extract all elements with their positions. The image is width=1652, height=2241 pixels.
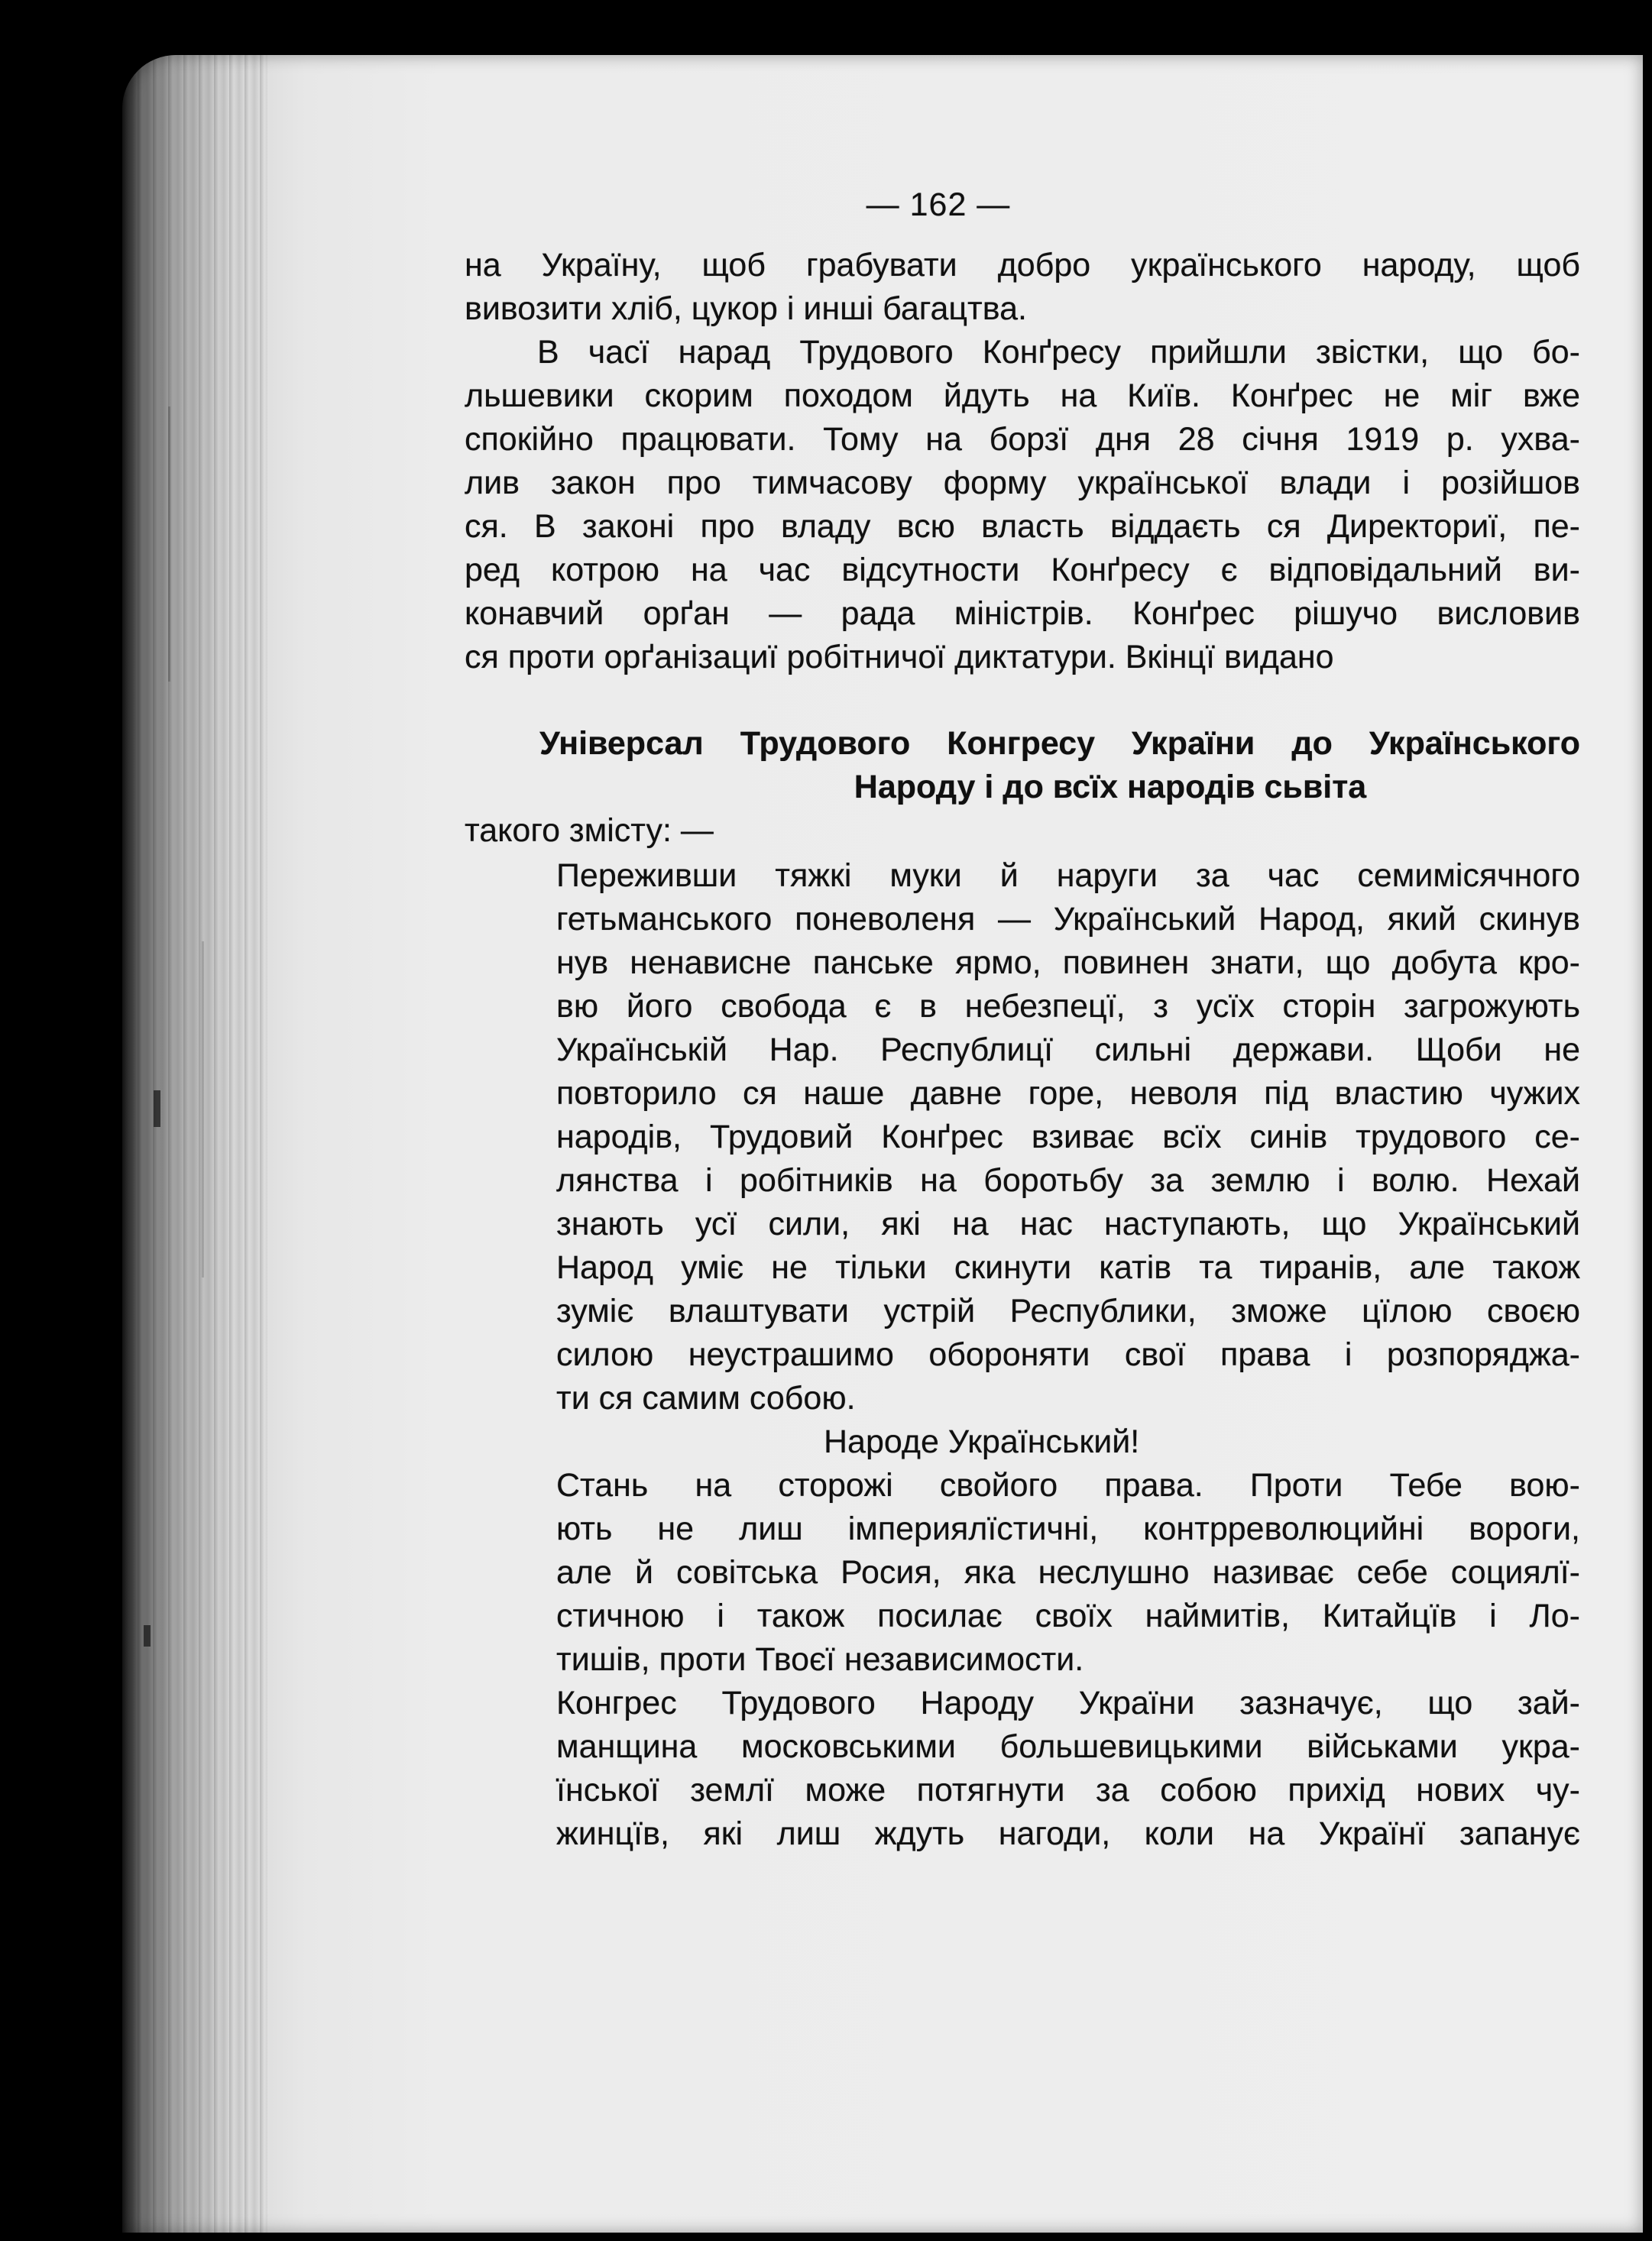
text-line: народів, Трудовий Конґрес взиває всїх синів трудового се- bbox=[556, 1119, 1580, 1155]
page-number: — 162 — bbox=[866, 186, 1011, 223]
text-line: знають усї сили, які на нас наступають, що Український bbox=[556, 1206, 1580, 1242]
text-line: ють не лиш імпериялїстичні, контрреволюцийні вороги, bbox=[556, 1511, 1580, 1547]
book-spine-shadow bbox=[122, 55, 267, 2233]
scanned-book-page bbox=[122, 55, 1643, 2233]
scan-mark bbox=[144, 1625, 151, 1647]
title-line: Універсал Трудового Конгресу України до Українського bbox=[539, 725, 1580, 762]
text-line: зуміє влаштувати устрій Республики, зможе цїлою своєю bbox=[556, 1293, 1580, 1329]
text-line: Переживши тяжкі муки й наруги за час семимісячного bbox=[556, 857, 1580, 894]
paragraph-4 bbox=[465, 1464, 1580, 1682]
text-line: спокійно працювати. Тому на борзї дня 28 січня 1919 р. ухва- bbox=[465, 421, 1580, 458]
text-line: вивозити хліб, цукор і инші багацтва. bbox=[465, 290, 1027, 327]
scan-scratch bbox=[202, 941, 204, 1278]
text-line: В часї нарад Трудового Конґресу прийшли звістки, що бо- bbox=[537, 334, 1580, 371]
text-line: на Україну, щоб грабувати добро українського народу, щоб bbox=[465, 247, 1580, 283]
text-line: стичною і також посилає своїх наймитів, Китайцїв і Ло- bbox=[556, 1598, 1580, 1634]
universal-title bbox=[465, 722, 1580, 809]
text-line: силою неустрашимо обороняти свої права і розпоряджа- bbox=[556, 1336, 1580, 1373]
text-line: лив закон про тимчасову форму української влади і розійшов bbox=[465, 465, 1580, 501]
title-line: Народу і до всїх народів сьвіта bbox=[854, 769, 1367, 805]
text-line: жинцїв, які лиш ждуть нагоди, коли на Українї запанує bbox=[556, 1815, 1580, 1852]
page-text bbox=[465, 183, 1580, 1856]
text-line: Конгрес Трудового Народу України зазначує, що зай- bbox=[556, 1685, 1580, 1721]
text-line: ся проти орґанізациї робітничої диктатури. Вкінцї видано bbox=[465, 639, 1334, 675]
text-line: Народ уміє не тільки скинути катів та тиранів, але також bbox=[556, 1249, 1580, 1286]
paragraph-2 bbox=[465, 331, 1580, 679]
scan-mark bbox=[154, 1090, 160, 1127]
paragraph-5 bbox=[465, 1682, 1580, 1856]
paragraph-1 bbox=[465, 244, 1580, 331]
text-line: тишів, проти Твоєї независимости. bbox=[556, 1641, 1084, 1678]
scan-scratch bbox=[168, 406, 170, 682]
paragraph-3 bbox=[465, 854, 1580, 1420]
text-line: ся. В законі про владу всю власть віддаєть ся Директориї, пе- bbox=[465, 508, 1580, 545]
text-line: льшевики скорим походом йдуть на Київ. Конґрес не міг вже bbox=[465, 377, 1580, 414]
text-line: лянства і робітників на боротьбу за землю і волю. Нехай bbox=[556, 1162, 1580, 1199]
text-line: але й совітська Росия, яка неслушно називає себе социялї- bbox=[556, 1554, 1580, 1591]
text-line: ти ся самим собою. bbox=[556, 1380, 856, 1417]
address-line: Народе Український! bbox=[824, 1423, 1140, 1460]
text-line: Стань на сторожі свойого права. Проти Тебе вою- bbox=[556, 1467, 1580, 1504]
text-line: вю його свобода є в небезпецї, з усїх сторін загрожують bbox=[556, 988, 1580, 1025]
text-line: гетьманського поневоленя — Український Народ, який скинув bbox=[556, 901, 1580, 938]
intro-line: такого змісту: — bbox=[465, 812, 714, 849]
text-line: ред котрою на час відсутности Конґресу є відповідальний ви- bbox=[465, 552, 1580, 588]
text-line: їнської землї може потягнути за собою прихід нових чу- bbox=[556, 1772, 1580, 1809]
text-line: конавчий орґан — рада міністрів. Конґрес рішучо висловив bbox=[465, 595, 1580, 632]
text-line: повторило ся наше давне горе, неволя під властию чужих bbox=[556, 1075, 1580, 1112]
text-line: Українській Нар. Республицї сильні держави. Щоби не bbox=[556, 1031, 1580, 1068]
text-line: манщина московськими большевицькими військами укра- bbox=[556, 1728, 1580, 1765]
text-line: нув ненависне панське ярмо, повинен знати, що добута кро- bbox=[556, 944, 1580, 981]
